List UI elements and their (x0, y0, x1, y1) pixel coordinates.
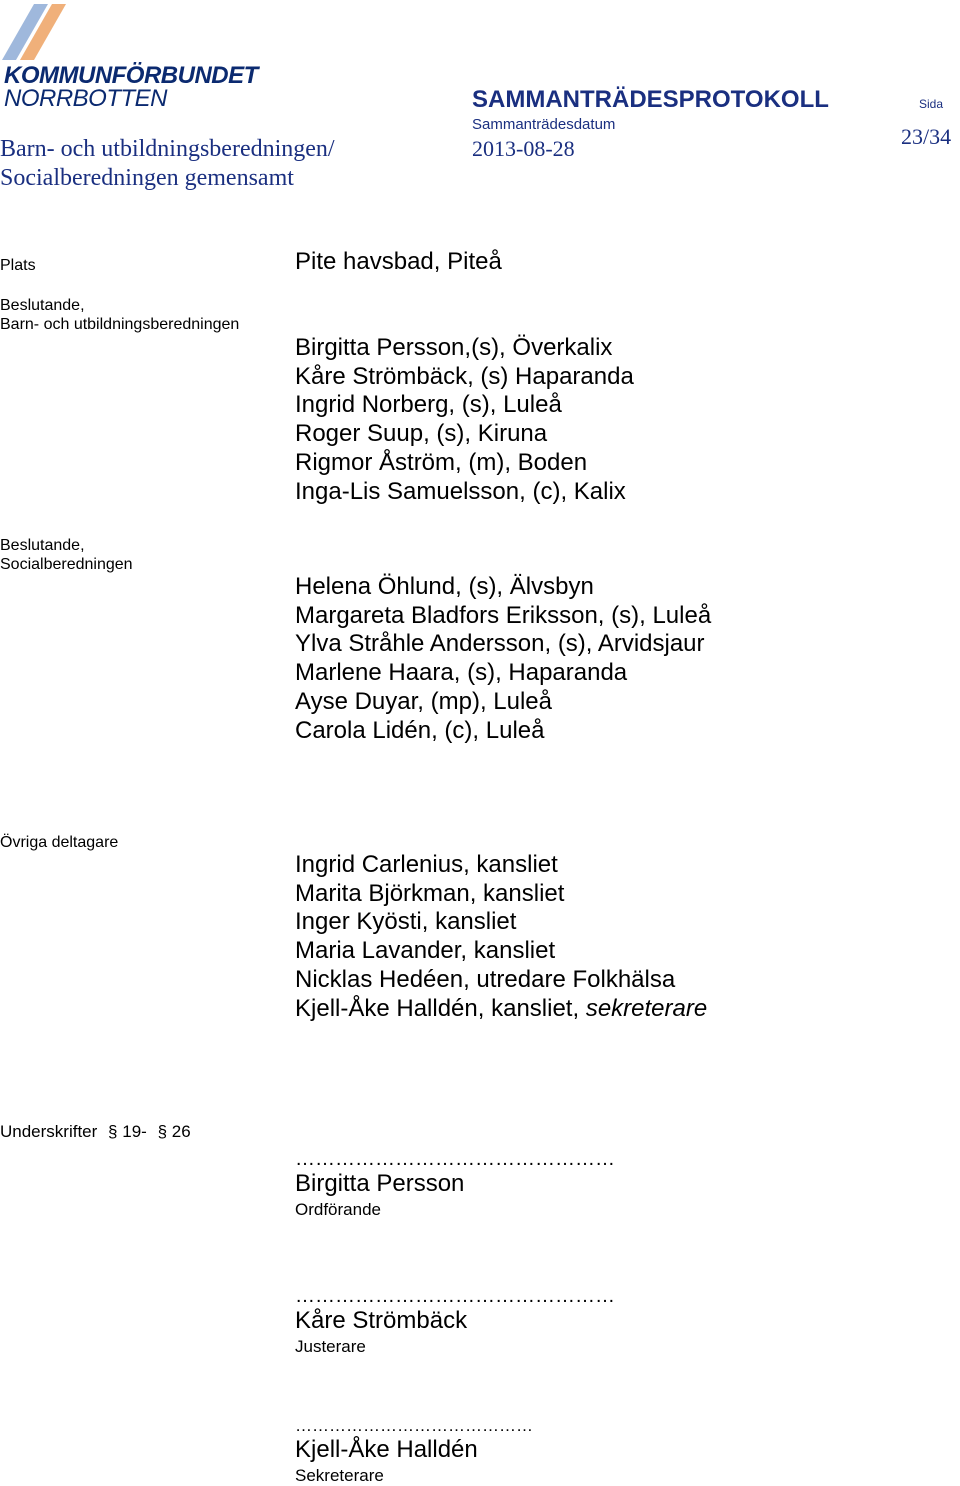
document-title: SAMMANTRÄDESPROTOKOLL (472, 86, 829, 113)
list-item: Carola Lidén, (c), Luleå (295, 716, 545, 744)
signature-role: Justerare (295, 1337, 366, 1356)
signature-name: Kjell-Åke Halldén (295, 1436, 478, 1463)
list-item: Ayse Duyar, (mp), Luleå (295, 687, 553, 715)
list-item: Ylva Stråhle Andersson, (s), Arvidsjaur (295, 630, 705, 658)
underskrifter-label: Underskrifter (0, 1122, 98, 1141)
list-item: Marita Björkman, kansliet (295, 879, 565, 907)
underskrifter-heading (0, 1122, 191, 1142)
list-item-role: sekreterare (585, 994, 708, 1022)
meeting-date-value: 2013-08-28 (472, 136, 575, 161)
list-item: Marlene Haara, (s), Haparanda (295, 659, 628, 687)
signature-name: Birgitta Persson (295, 1170, 465, 1197)
list-item: Maria Lavander, kansliet (295, 937, 556, 965)
section-range-end: 26 (171, 1122, 191, 1141)
list-item (295, 995, 707, 1024)
list-item: Kåre Strömbäck, (s) Haparanda (295, 362, 634, 390)
signature-role: Ordförande (295, 1200, 381, 1219)
section-sign: § (157, 1122, 168, 1141)
list-item: Inga-Lis Samuelsson, (c), Kalix (295, 477, 626, 505)
organization-line-1: Barn- och utbildningsberedningen/ (0, 136, 335, 162)
ovriga-label: Övriga deltagare (0, 834, 119, 851)
beslutande-soc-label-1: Beslutande, (0, 537, 85, 554)
list-item: Helena Öhlund, (s), Älvsbyn (295, 573, 594, 600)
plats-value: Pite havsbad, Piteå (295, 248, 502, 275)
logo-name: KOMMUNFÖRBUNDET (4, 62, 258, 89)
beslutande-soc-label-2: Socialberedningen (0, 556, 133, 573)
organization-line-2: Socialberedningen gemensamt (0, 165, 294, 191)
beslutande-bub-list (295, 334, 634, 506)
signature-name: Kåre Strömbäck (295, 1307, 468, 1334)
page-label: Sida (919, 97, 944, 111)
list-item: Ingrid Carlenius, kansliet (295, 851, 558, 878)
logo-region: NORRBOTTEN (4, 85, 167, 112)
list-item-text: Kjell-Åke Halldén, kansliet, (295, 994, 586, 1022)
beslutande-bub-label-2: Barn- och utbildningsberedningen (0, 316, 240, 333)
list-item: Ingrid Norberg, (s), Luleå (295, 391, 562, 419)
beslutande-bub-label-1: Beslutande, (0, 297, 85, 314)
list-item: Birgitta Persson,(s), Överkalix (295, 334, 613, 361)
list-item: Nicklas Hedéen, utredare Folkhälsa (295, 965, 676, 993)
list-item: Margareta Bladfors Eriksson, (s), Luleå (295, 601, 712, 629)
section-sign: § (108, 1122, 118, 1141)
section-range-start: 19- (122, 1122, 147, 1141)
ovriga-list (295, 851, 707, 1023)
page-number: 23/34 (901, 124, 952, 149)
signature-line: ………………………………………… (295, 1148, 615, 1170)
list-item: Inger Kyösti, kansliet (295, 908, 517, 936)
signature-line: …………………………………… (295, 1416, 533, 1435)
beslutande-soc-list (295, 573, 711, 745)
list-item: Rigmor Åström, (m), Boden (295, 448, 588, 476)
meeting-date-label: Sammanträdesdatum (472, 116, 616, 133)
signature-line: ………………………………………… (295, 1285, 615, 1307)
plats-label: Plats (0, 257, 36, 274)
signature-role: Sekreterare (295, 1466, 384, 1485)
list-item: Roger Suup, (s), Kiruna (295, 420, 548, 448)
